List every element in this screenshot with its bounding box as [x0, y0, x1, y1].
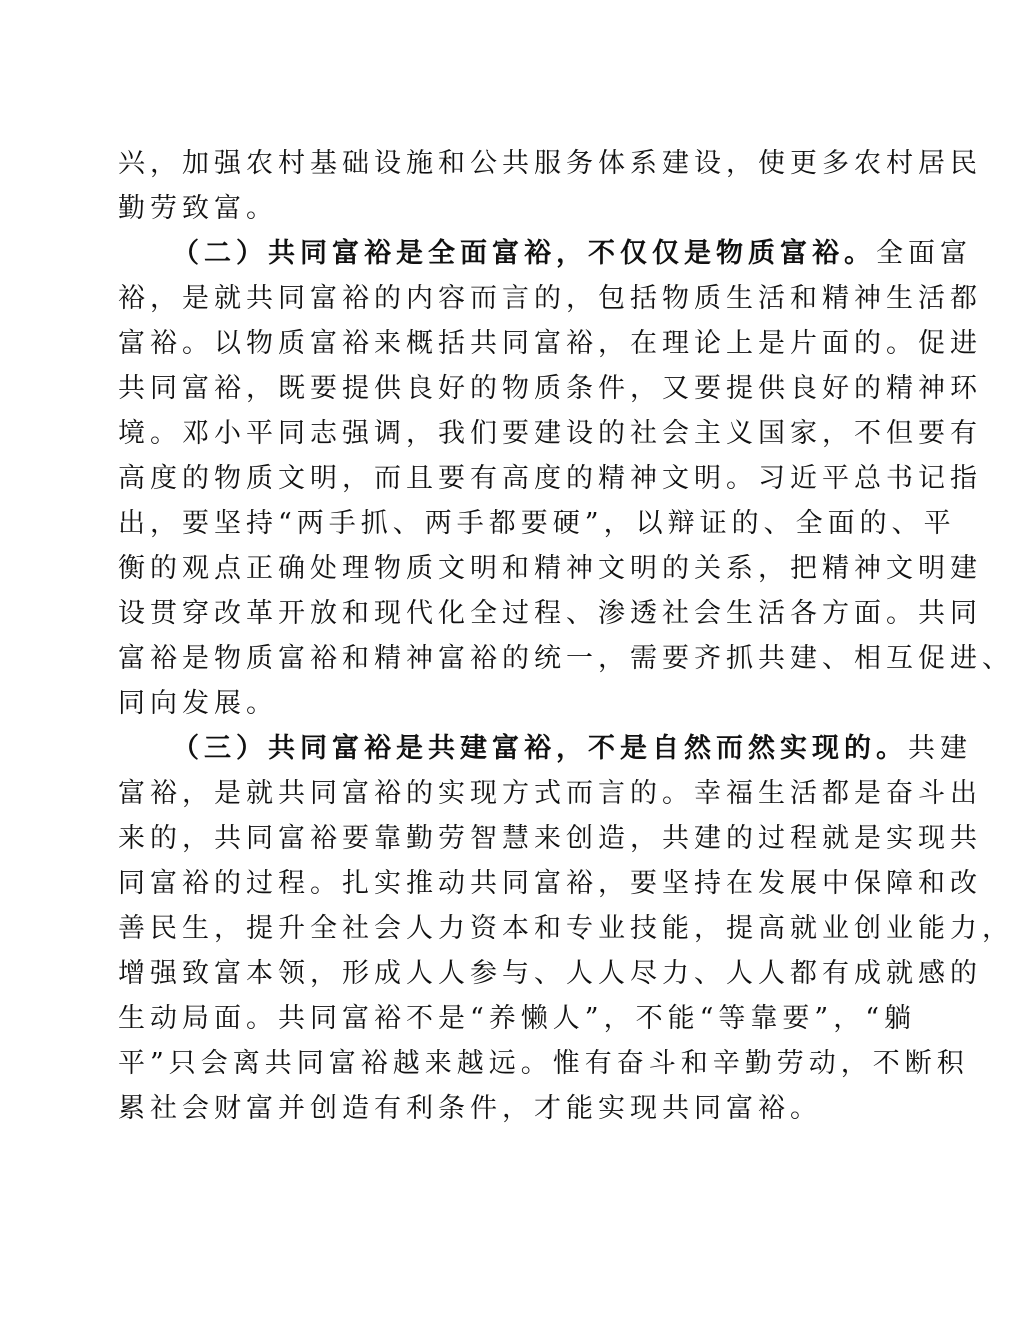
paragraph-text: 共建: [908, 733, 972, 764]
paragraph-first-line: [172, 234, 972, 274]
paragraph-line: 富裕，是就共同富裕的实现方式而言的。幸福生活都是奋斗出: [118, 778, 982, 809]
paragraph-line: 出，要坚持“两手抓、两手都要硬”，以辩证的、全面的、平: [118, 508, 956, 539]
paragraph-line: 高度的物质文明，而且要有高度的精神文明。习近平总书记指: [118, 463, 982, 494]
paragraph-line: 兴，加强农村基础设施和公共服务体系建设，使更多农村居民: [118, 148, 982, 179]
paragraph-line: 裕，是就共同富裕的内容而言的，包括物质生活和精神生活都: [118, 283, 982, 314]
paragraph-line: 增强致富本领，形成人人参与、人人尽力、人人都有成就感的: [118, 958, 982, 989]
paragraph-line: 境。邓小平同志强调，我们要建设的社会主义国家，不但要有: [118, 418, 982, 449]
paragraph-text: 全面富: [876, 238, 972, 269]
paragraph-line: 富裕。以物质富裕来概括共同富裕，在理论上是片面的。促进: [118, 328, 982, 359]
section-heading: （三）共同富裕是共建富裕，不是自然而然实现的。: [172, 733, 908, 764]
paragraph-line: 富裕是物质富裕和精神富裕的统一，需要齐抓共建、相互促进、: [118, 643, 1014, 674]
paragraph-line: 共同富裕，既要提供良好的物质条件，又要提供良好的精神环: [118, 373, 982, 404]
paragraph-line: 善民生，提升全社会人力资本和专业技能，提高就业创业能力，: [118, 913, 1014, 944]
paragraph-line: 生动局面。共同富裕不是“养懒人”，不能“等靠要”，“躺: [118, 1003, 917, 1034]
paragraph-line: 来的，共同富裕要靠勤劳智慧来创造，共建的过程就是实现共: [118, 823, 982, 854]
paragraph-line: 平”只会离共同富裕越来越远。惟有奋斗和辛勤劳动，不断积: [118, 1048, 969, 1079]
paragraph-line: 勤劳致富。: [118, 193, 278, 224]
paragraph-line: 衡的观点正确处理物质文明和精神文明的关系，把精神文明建: [118, 553, 982, 584]
paragraph-line: 设贯穿改革开放和现代化全过程、渗透社会生活各方面。共同: [118, 598, 982, 629]
section-heading: （二）共同富裕是全面富裕，不仅仅是物质富裕。: [172, 238, 876, 269]
paragraph-line: 同富裕的过程。扎实推动共同富裕，要坚持在发展中保障和改: [118, 868, 982, 899]
paragraph-first-line: [172, 729, 972, 769]
paragraph-line: 累社会财富并创造有利条件，才能实现共同富裕。: [118, 1093, 822, 1124]
paragraph-line: 同向发展。: [118, 688, 278, 719]
